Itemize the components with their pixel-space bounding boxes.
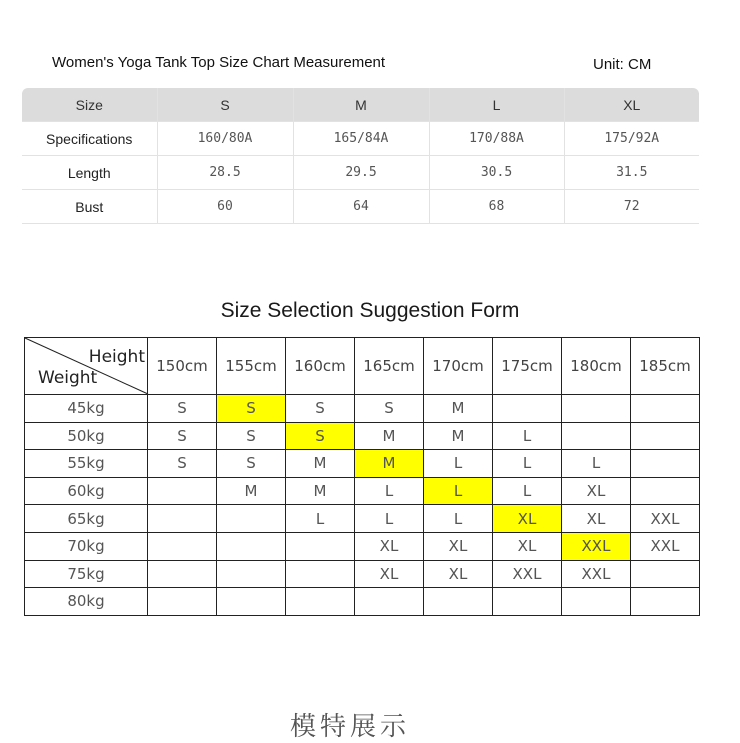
table-row <box>25 477 700 505</box>
size-cell <box>562 395 631 423</box>
highlighted-size-cell: S <box>217 395 286 423</box>
size-suggestion-table <box>24 337 700 616</box>
size-chart-header-row <box>22 88 699 122</box>
row-label: Length <box>22 156 157 190</box>
row-label: Bust <box>22 190 157 224</box>
size-cell: L <box>424 450 493 478</box>
weight-label: 45kg <box>25 395 148 423</box>
size-cell <box>286 560 355 588</box>
height-header-cell: 150cm <box>148 338 217 395</box>
size-cell: XL <box>493 532 562 560</box>
table-row <box>25 560 700 588</box>
size-cell: XL <box>424 560 493 588</box>
highlighted-size-cell: L <box>424 477 493 505</box>
highlighted-size-cell: S <box>286 422 355 450</box>
size-cell <box>217 505 286 533</box>
table-row <box>25 588 700 616</box>
size-cell: L <box>355 505 424 533</box>
size-cell <box>148 560 217 588</box>
row-label: Specifications <box>22 122 157 156</box>
size-cell <box>148 505 217 533</box>
size-chart-title: Women's Yoga Tank Top Size Chart Measurement <box>52 54 386 71</box>
highlighted-size-cell: XL <box>493 505 562 533</box>
table-cell: 31.5 <box>564 156 699 190</box>
size-cell: XXL <box>493 560 562 588</box>
size-cell: M <box>286 450 355 478</box>
corner-weight-label: Weight <box>38 368 98 388</box>
weight-label: 50kg <box>25 422 148 450</box>
size-cell: S <box>355 395 424 423</box>
height-header-cell: 160cm <box>286 338 355 395</box>
table-cell: 29.5 <box>293 156 429 190</box>
corner-cell <box>25 338 148 395</box>
size-cell <box>631 395 700 423</box>
size-cell <box>148 588 217 616</box>
size-cell: S <box>148 395 217 423</box>
height-header-cell: 155cm <box>217 338 286 395</box>
height-header-cell: 170cm <box>424 338 493 395</box>
table-row <box>25 532 700 560</box>
height-header-cell: 175cm <box>493 338 562 395</box>
table-cell: 170/88A <box>429 122 564 156</box>
size-cell <box>217 560 286 588</box>
size-header-cell: Size <box>22 88 157 122</box>
size-cell: L <box>424 505 493 533</box>
size-cell: XL <box>562 477 631 505</box>
size-header-cell: XL <box>564 88 699 122</box>
size-cell <box>493 395 562 423</box>
table-cell: 30.5 <box>429 156 564 190</box>
table-cell: 72 <box>564 190 699 224</box>
size-cell <box>148 532 217 560</box>
weight-label: 70kg <box>25 532 148 560</box>
weight-label: 80kg <box>25 588 148 616</box>
size-cell: XXL <box>631 505 700 533</box>
size-chart-row <box>22 190 699 224</box>
weight-label: 65kg <box>25 505 148 533</box>
size-cell: XXL <box>562 560 631 588</box>
size-cell: S <box>148 422 217 450</box>
footer-partial-text: 模特展示 <box>290 711 411 741</box>
size-cell <box>148 477 217 505</box>
weight-label: 55kg <box>25 450 148 478</box>
size-cell <box>631 588 700 616</box>
size-cell <box>424 588 493 616</box>
size-chart-unit: Unit: CM <box>593 56 652 73</box>
size-cell <box>631 450 700 478</box>
size-header-cell: L <box>429 88 564 122</box>
size-chart-row <box>22 122 699 156</box>
size-chart-row <box>22 156 699 190</box>
weight-label: 75kg <box>25 560 148 588</box>
size-cell <box>631 560 700 588</box>
size-cell: L <box>493 450 562 478</box>
highlighted-size-cell: M <box>355 450 424 478</box>
size-cell: S <box>217 450 286 478</box>
corner-height-label: Height <box>88 347 145 367</box>
size-cell <box>217 588 286 616</box>
size-cell: L <box>493 422 562 450</box>
size-cell <box>631 422 700 450</box>
size-cell <box>631 477 700 505</box>
weight-label: 60kg <box>25 477 148 505</box>
size-cell <box>355 588 424 616</box>
table-row <box>25 422 700 450</box>
size-cell: XL <box>562 505 631 533</box>
table-cell: 175/92A <box>564 122 699 156</box>
size-cell: M <box>286 477 355 505</box>
table-cell: 160/80A <box>157 122 293 156</box>
size-cell: L <box>562 450 631 478</box>
size-cell: M <box>424 395 493 423</box>
size-cell <box>286 532 355 560</box>
size-header-cell: S <box>157 88 293 122</box>
size-cell: L <box>286 505 355 533</box>
height-header-cell: 180cm <box>562 338 631 395</box>
table-cell: 68 <box>429 190 564 224</box>
size-cell <box>562 588 631 616</box>
size-cell <box>217 532 286 560</box>
size-cell <box>286 588 355 616</box>
height-header-cell: 185cm <box>631 338 700 395</box>
size-cell: M <box>424 422 493 450</box>
table-cell: 28.5 <box>157 156 293 190</box>
table-cell: 165/84A <box>293 122 429 156</box>
size-cell: M <box>355 422 424 450</box>
size-cell: M <box>217 477 286 505</box>
size-cell <box>493 588 562 616</box>
table-row <box>25 395 700 423</box>
size-cell: XL <box>355 560 424 588</box>
size-cell: XL <box>355 532 424 560</box>
cropped-footer-heading <box>290 711 430 741</box>
table-row <box>25 450 700 478</box>
size-cell: S <box>148 450 217 478</box>
size-cell <box>562 422 631 450</box>
size-cell: S <box>286 395 355 423</box>
table-row <box>25 505 700 533</box>
highlighted-size-cell: XXL <box>562 532 631 560</box>
table-cell: 60 <box>157 190 293 224</box>
height-header-row <box>25 338 700 395</box>
size-cell: XXL <box>631 532 700 560</box>
size-header-cell: M <box>293 88 429 122</box>
size-cell: XL <box>424 532 493 560</box>
size-chart-table <box>22 88 699 224</box>
suggestion-title: Size Selection Suggestion Form <box>220 299 520 322</box>
size-cell: S <box>217 422 286 450</box>
table-cell: 64 <box>293 190 429 224</box>
height-header-cell: 165cm <box>355 338 424 395</box>
size-cell: L <box>355 477 424 505</box>
size-cell: L <box>493 477 562 505</box>
